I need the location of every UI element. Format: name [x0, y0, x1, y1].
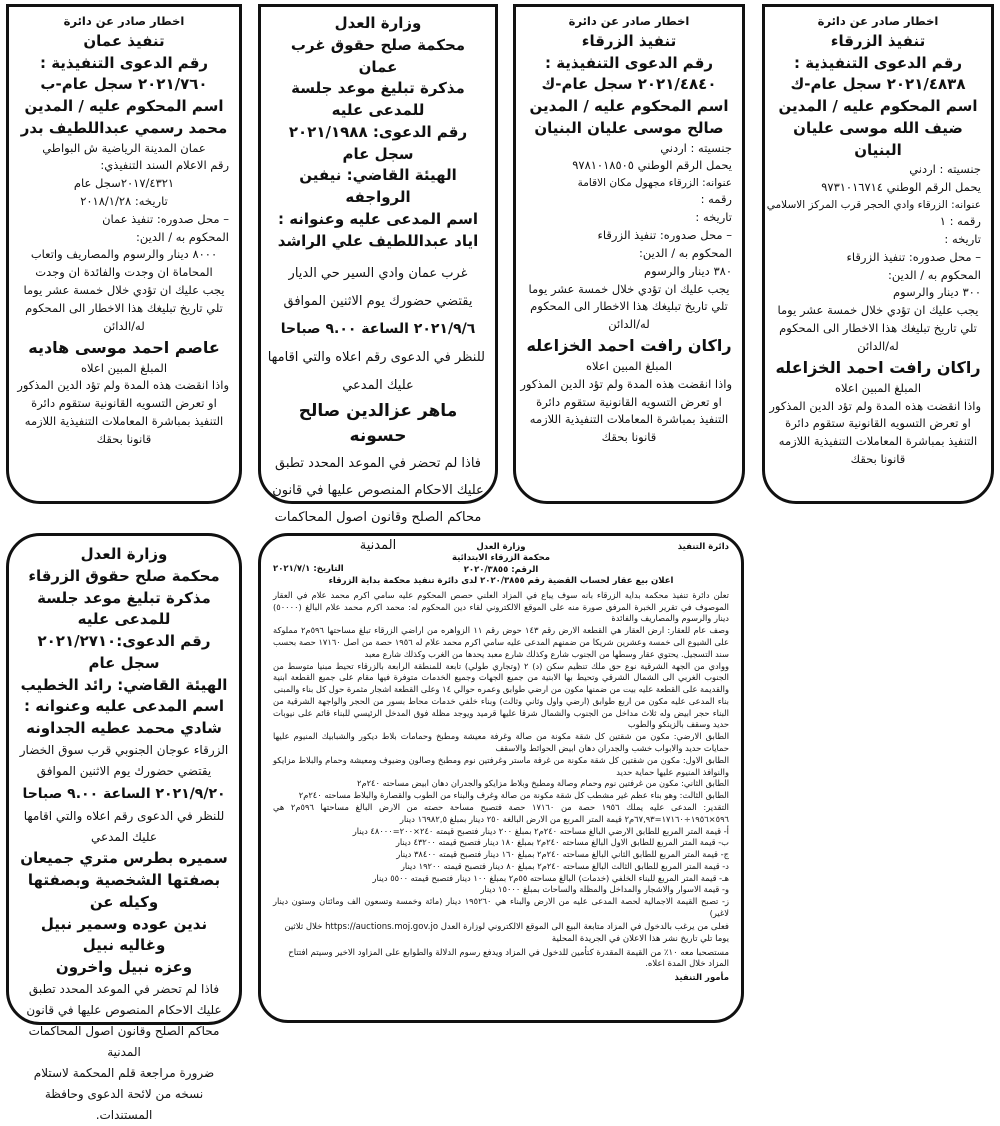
against-line: عليك المدعي [90, 830, 158, 845]
doc-number: رقمه : ١ [939, 214, 981, 229]
closing-line: او تعرض التسويه القانونية ستقوم دائرة [31, 396, 217, 411]
absence-line: عليك الاحكام المنصوص عليها في قانون [26, 1002, 222, 1017]
absence-line: المدنية [359, 537, 397, 553]
purpose-line: للنظر في الدعوى رقم اعلاه والتي اقامها [23, 809, 225, 824]
closing-line: قانونا بحقك [601, 430, 657, 445]
creditor-name: راكان رافت احمد الخزاعله [775, 357, 981, 377]
property-sale-announcement [258, 533, 744, 1023]
defendant-address: الزرقاء عوجان الجنوبي قرب سوق الخضار [19, 742, 229, 757]
closing-line: التنفيذ بمباشرة المعاملات التنفيذية اللازمه [778, 434, 978, 449]
absence-line: عليك الاحكام المنصوص عليها في قانون [272, 483, 484, 499]
to-creditor: له/الدائن [857, 338, 899, 353]
to-creditor: له/الدائن [103, 318, 145, 333]
doc-number: رقمه : [700, 192, 732, 207]
absence-line: المدنية [107, 1044, 141, 1059]
plaintiff-name: وعزه نبيل واخرون [55, 958, 193, 976]
memo-title: مذكرة تبليغ موعد جلسة للمدعى عليه [37, 588, 211, 629]
sale-body [273, 590, 729, 920]
warning-line: يجب عليك ان تؤدي خلال خمسة عشر يوما [528, 281, 730, 296]
hearing-time: ٢٠٢١/٩/٢٠ الساعة ٩.٠٠ صباحا [22, 785, 226, 802]
judge: الهيئة القاضي: رائد الخطيب [20, 675, 228, 694]
notice-dept: تنفيذ عمان [83, 31, 165, 50]
extra-line: ضرورة مراجعة قلم المحكمة لاستلام [33, 1065, 215, 1080]
doc-reference: ٢٠١٧/٤٣٢١سجل عام [73, 176, 175, 191]
sale-paragraph: ز- تصبح القيمة الاجمالية لحصة المدعى عليه من الارض والبناء هي ١٩٥٢٦٠ دينار (مائة وخمسة وتسعون الف ومائتان وستون دينار لاغير) [273, 896, 729, 918]
sale-ministry: وزارة العدل [476, 542, 526, 552]
amount: ٣٨٠ دينار والرسوم [644, 263, 732, 278]
summons-zarqa [6, 533, 242, 1122]
plaintiff-name: ماهر عزالدين صالح حسونه [298, 400, 458, 447]
court-name: محكمة صلح حقوق غرب عمان [290, 35, 466, 76]
debtor-name: ضيف الله موسى عليان البنيان [793, 118, 963, 159]
debtor-label: اسم المحكوم عليه / المدين [778, 97, 978, 116]
to-creditor: له/الدائن [608, 317, 650, 332]
absence-line: محاكم الصلح وقانون اصول المحاكمات [28, 1023, 220, 1038]
notice-header: اخطار صادر عن دائرة [817, 14, 939, 28]
closing-line: قانونا بحقك [850, 451, 906, 466]
case-number: ٢٠٢١/٧٦٠ سجل عام-ب [40, 75, 208, 94]
address: عنوانه: الزرقاء وادي الحجر قرب المركز الاسلامي [766, 198, 981, 211]
creditor-label: المحكوم به / الدين: [888, 267, 981, 282]
plaintiff-name: بصفتها الشخصية وبصفتها وكيله عن [27, 871, 221, 911]
absence-line: محاكم الصلح وقانون اصول المحاكمات [274, 510, 482, 526]
address: عمان المدينة الرياضية ش البواطي [42, 140, 206, 155]
defendant-name: شادي محمد عطيه الجداونه [26, 719, 222, 737]
debtor-name: محمد رسمي عبداللطيف بدر [20, 118, 228, 137]
case-number: ٢٠٢١/٤٨٣٨ سجل عام-ك [790, 75, 966, 94]
sale-footer: مستصحبا معه ١٠٪ من القيمة المقدرة كتأمين للدخول في المزاد ويدفع رسوم الدلالة والطوابع على المزاود الاخير وسيتم افتتاح المزاد خلال المدة اعلاه. [288, 947, 729, 970]
sale-paragraph: ب- قيمة المتر المربع للطابق الاول البالغ مساحته ٢٤٠م٢ بمبلغ ١٨٠ دينار فتصبح قيمته ٤٣٢٠٠ دينار [395, 837, 729, 848]
sale-ref: الرقم: ٢٠٢٠/٣٨٥٥ [463, 564, 539, 575]
defendant-label: اسم المدعى عليه وعنوانه : [277, 209, 479, 228]
amount: المحاماة ان وجدت والفائدة ان وجدت [35, 265, 213, 280]
case-label: رقم الدعوى التنفيذية : [793, 53, 963, 72]
notice-dept: تنفيذ الزرقاء [830, 31, 926, 50]
nationality: جنسيته : اردني [909, 162, 981, 177]
absence-line: فاذا لم تحضر في الموعد المحدد تطبق [28, 981, 220, 996]
debtor-name: صالح موسى عليان البنيان [534, 118, 724, 137]
sale-paragraph: أ- قيمة المتر المربع للطابق الارضي البالغ مساحته ٢٤٠م٢ بمبلغ ٢٠٠ دينار فتصبح قيمته ٢٤٠×٢٠٠=٤٨٠٠٠ دينار [352, 825, 729, 836]
extra-line: المستندات. [95, 1107, 153, 1122]
sale-paragraph: التقدير: المدعى عليه يملك ١٩٥٦ حصة من ١٧١٦٠ حصة فتصبح مساحة حصته من الارض البالغ مساحتها ٥٩٦م٢ هي ٥٩٦×١٩٥٦÷١٧١٦٠=٦٧,٩٣م٢ قيمة المتر المربع من الارض البالغة ٢٥٠ دينار بمبلغ ١٦٩٨٢,٥ دينار [273, 801, 729, 824]
doc-label: رقم الاعلام السند التنفيذي: [100, 158, 229, 173]
sale-dept: دائرة التنفيذ [677, 542, 729, 552]
sale-paragraph: و- قيمة الاسوار والاشجار والمداخل والمظلة والساحات بمبلغ ١٥٠٠٠ دينار [480, 884, 729, 895]
closing-line: واذا انقضت هذه المدة ولم تؤد الدين المذكور [520, 376, 732, 391]
amount: ٨٠٠٠ دينار والرسوم والمصاريف واتعاب [30, 247, 218, 262]
case-number: رقم الدعوى:٢٠٢١/٢٧١٠ سجل عام [37, 632, 211, 672]
sale-title: اعلان بيع عقار لحساب القضية رقم ٢٠٢٠/٣٨٥٥ لدى دائرة تنفيذ محكمة بداية الزرقاء [328, 576, 674, 587]
sale-paragraph: هـ- قيمة المتر المربع للبناء الخلفي (خدمات) البالغ مساحته ٥٥م٢ بمبلغ ١٠٠ دينار فتصبح قيمته ٥٥٠٠ دينار [372, 872, 729, 883]
debtor-label: اسم المحكوم عليه / المدين [24, 97, 224, 116]
warning-line: يجب عليك ان تؤدي خلال خمسة عشر يوما [23, 283, 225, 298]
sale-paragraph: ج- قيمة المتر المربع للطابق الثاني البالغ مساحته ٢٤٠م٢ بمبلغ ١٦٠ دينار فتصبح قيمته ٣٨٤٠٠ دينار [396, 849, 729, 860]
sale-date: التاريخ: ٢٠٢١/٧/١ [273, 564, 344, 574]
creditor-label: المحكوم به / الدين: [639, 245, 732, 260]
sale-footer: فعلى من يرغب بالدخول في المزاد متابعة البيع الى الموقع الالكتروني لوزارة العدل https://auctions.moj.gov.jo خلال ثلاثين يوما تلي تاريخ نشر هذا الاعلان في الجريدة المحلية [284, 921, 729, 944]
creditor-name: راكان رافت احمد الخزاعله [526, 335, 732, 355]
announcer: المبلغ المبين اعلاه [585, 358, 673, 373]
announcer: المبلغ المبين اعلاه [834, 380, 922, 395]
hearing-time: ٢٠٢١/٩/٦ الساعة ٩.٠٠ صباحا [280, 320, 476, 337]
case-label: رقم الدعوى التنفيذية : [39, 53, 209, 72]
purpose-line: للنظر في الدعوى رقم اعلاه والتي اقامها [267, 350, 485, 366]
absence-line: فاذا لم تحضر في الموعد المحدد تطبق [274, 455, 481, 471]
case-label: رقم الدعوى التنفيذية : [544, 53, 714, 72]
debtor-label: اسم المحكوم عليه / المدين [529, 97, 729, 116]
closing-line: او تعرض التسويه القانونية ستقوم دائرة [536, 394, 722, 409]
notice-zarqa-4840 [513, 4, 745, 504]
closing-line: التنفيذ بمباشرة المعاملات التنفيذية اللازمه [529, 412, 729, 427]
sale-paragraph: الطابق الاول: مكون من شقتين كل شقة مكونة من غرفة ماستر وغرفتين نوم ومطبخ وصالون وضيوف ومعيشة وحمام والبلاط مزايكو والنوافذ المنيوم عليها حماية حديد [273, 754, 729, 777]
closing-line: واذا انقضت هذه المدة ولم تؤد الدين المذكور [769, 398, 981, 413]
national-id: يحمل الرقم الوطني ٩٧٨١٠١٨٥٠٥ [572, 158, 732, 173]
sale-paragraph: د- قيمة المتر المربع للطابق الثالث البالغ مساحته ٢٤٠م٢ بمبلغ ٨٠ دينار فتصبح قيمته ١٩٢٠٠ دينار [400, 860, 729, 871]
closing-line: قانونا بحقك [96, 431, 152, 446]
warning-line: يجب عليك ان تؤدي خلال خمسة عشر يوما [777, 303, 979, 318]
case-number: ٢٠٢١/٤٨٤٠ سجل عام-ك [541, 75, 717, 94]
issuer: – محل صدوره: تنفيذ الزرقاء [597, 228, 732, 243]
case-number: رقم الدعوى: ٢٠٢١/١٩٨٨ سجل عام [288, 122, 468, 163]
extra-line: نسخه من لائحة الدعوى وحافظة [44, 1086, 204, 1101]
summon-line: يقتضي حضورك يوم الاثنين الموافق [36, 763, 212, 778]
sale-paragraph: وصف عام للعقار: ارض العقار هي القطعة الارض رقم ١٤٣ حوض رقم ١١ الزواهره من اراضي الزرقاء تبلغ مساحتها ٥٩٦م٢ مملوكة على الشيوع الى خمسة وعشرين شريكا من ضمنهم المدعى عليه سامي اكرم محمد علام له ١٩٥٦ حصة من اصل ١٧١٦٠ حصة بحسب سند التسجيل. يحتوي عقار وسطها من الجنوب شارع وكذلك شارع معبد يحدها من الغرب وكذلك شارع معبد [273, 625, 729, 659]
closing-line: او تعرض التسويه القانونية ستقوم دائرة [785, 416, 971, 431]
announcer: المبلغ المبين اعلاه [80, 360, 168, 375]
notice-amman-760 [6, 4, 242, 504]
warning-line: تلي تاريخ تبليغك هذا الاخطار الى المحكوم [25, 300, 223, 315]
plaintiff-name: سميره بطرس متري جميعان [20, 849, 228, 868]
notice-header: اخطار صادر عن دائرة [568, 14, 690, 28]
warning-line: تلي تاريخ تبليغك هذا الاخطار الى المحكوم [530, 299, 728, 314]
judge: الهيئة القاضي: نيفين الرواجفه [299, 166, 457, 206]
sale-signature: مأمور التنفيذ [674, 973, 729, 984]
issuer: – محل صدوره: تنفيذ عمان [102, 211, 229, 226]
memo-title: مذكرة تبليغ موعد جلسة للمدعى عليه [291, 79, 465, 119]
sale-court: محكمة الزرقاء الابتدائية [451, 553, 551, 564]
ministry: وزارة العدل [334, 14, 422, 32]
against-line: عليك المدعي [342, 377, 414, 393]
defendant-address: غرب عمان وادي السير حي الديار [288, 266, 468, 282]
notice-zarqa-4838 [762, 4, 994, 504]
ministry: وزارة العدل [80, 545, 168, 563]
doc-date: تاريخه: ٢٠١٨/١/٢٨ [80, 194, 168, 208]
doc-date: تاريخه : [695, 210, 732, 225]
warning-line: تلي تاريخ تبليغك هذا الاخطار الى المحكوم [779, 321, 977, 336]
nationality: جنسيته : اردني [660, 140, 732, 155]
sale-paragraph: الطابق الارضي: مكون من شقتين كل شقة مكونة من صالة وغرفة معيشة ومطبخ وحمامات بلاط ديكور والشبابيك المنيوم عليها حمايات حديد والابواب خشب والجدران دهان ابيض الحوائط والاسقف [273, 731, 729, 754]
closing-line: التنفيذ بمباشرة المعاملات التنفيذية اللازمه [24, 413, 224, 428]
court-name: محكمة صلح حقوق الزرقاء [28, 566, 220, 585]
defendant-label: اسم المدعى عليه وعنوانه : [23, 697, 225, 716]
sale-paragraph: تعلن دائرة تنفيذ محكمة بداية الزرقاء بانه سوف يباع في المزاد العلني حصص المحكوم عليه سامي اكرم محمد علام في العقار الموصوف في تقرير الخبرة المرفق صورة منه على الموقع الالكتروني لقاء دين المحكوم له: محمد اكرم محمد علام البالغ (٥٠٠٠٠) دينار والرسوم والمصاريف والفائدة [273, 589, 729, 624]
doc-date: تاريخه : [944, 232, 981, 247]
sale-paragraph: الطابق الثاني: مكون من غرفتين نوم وحمام وصالة ومطبخ وبلاط مزايكو والجدران دهان ابيض مساحته ٢٤٠م٢ [356, 778, 729, 789]
notice-dept: تنفيذ الزرقاء [581, 31, 677, 50]
sale-paragraph: الطابق الثالث: وهو بناء عظم غير مشطب كل شقة مكونة من صالة وغرف والبناء من الطوب والقصارة والبلاط مساحته ٢٤٠م٢ [298, 790, 729, 801]
sale-paragraph: بناء المدعى عليه مكون من اربع طوابق (ارضي واول وثاني وثالث) وبناء خلفي خدمات محاط بسور من الحجر والواجهة الشرقية من البناء حجر ابيض وله ثلاث مداخل من الجنوب والشمال شرقا عليها قرميد ويوجد مظلة فوق المدخل الرئيسي للبناء قائم على نيوبات حديد وسقف بالزينكو والطوب [273, 695, 729, 730]
notice-header: اخطار صادر عن دائرة [63, 14, 185, 28]
sale-paragraph: ووادي من الجهة الشرقية نوع حق ملك تنظيم سكن (د) ٢ (وتجاري طولي) تابعة للمنطقة الرابعة بالزرقاء تحيط مبنيا متوسط من الجنوب الغربي الى الشمال الشرقي وتحيط بها الابنية من جميع الجهات وجميع الخدمات متوفرة فيها مقام على جميع القطعة ابنية والقديمة على القطعة عليه بيت من ضمنها مكون من ارضي طوابق وعمره حوالي ١٤ وعلى القطعة اشجار مثمرة حول كل بناء والمبنى [273, 660, 729, 695]
summon-line: يقتضي حضورك يوم الاثنين الموافق [283, 293, 473, 309]
creditor-label: المحكوم به / الدين: [136, 229, 229, 244]
plaintiff-name: ندين عوده وسمير نبيل وغاليه نبيل [40, 914, 208, 955]
summons-west-amman [258, 4, 498, 553]
amount: ٣٠٠ دينار والرسوم [893, 285, 981, 300]
issuer: – محل صدوره: تنفيذ الزرقاء [846, 249, 981, 264]
creditor-name: عاصم احمد موسى هاديه [28, 337, 220, 357]
closing-line: واذا انقضت هذه المدة ولم تؤد الدين المذكور [17, 378, 229, 393]
defendant-name: اياد عبداللطيف علي الراشد [277, 231, 479, 250]
address: عنوانه: الزرقاء مجهول مكان الاقامة [577, 177, 732, 190]
national-id: يحمل الرقم الوطني ٩٧٣١٠١٦٧١٤ [821, 180, 981, 195]
